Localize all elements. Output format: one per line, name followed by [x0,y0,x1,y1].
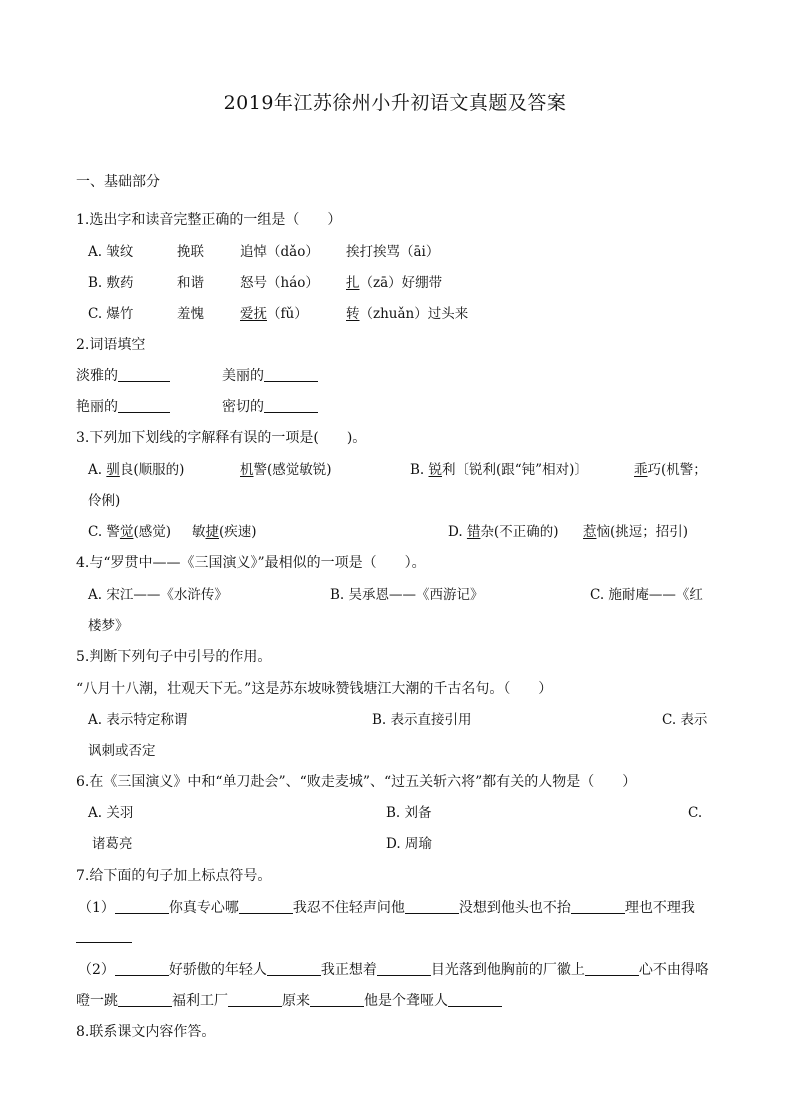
q1-option-b-4-rest: （zā）好绷带 [359,275,443,291]
section-heading: 一、基础部分 [76,174,160,190]
q4-option-b: B. 吴承恩——《西游记》 [330,587,484,603]
q1-option-a-1: A. 皱纹 [88,244,134,260]
q1-option-a-4: 挨打挨骂（āi） [346,244,440,260]
question-8-stem: 8.联系课文内容作答。 [76,1024,216,1040]
q5-option-c: C. 表示 [662,712,708,728]
answer-blank[interactable] [118,398,170,413]
option-text: 巧(机警； [647,462,707,478]
q2-item-2-label: 美丽的 [222,368,264,384]
q5-quote: “八月十八潮，壮观天下无。”这是苏东坡咏赞钱塘江大潮的千古名句。（ ） [76,681,553,697]
q2-item-3 [76,397,170,417]
q4-option-a: A. 宋江——《水浒传》 [88,587,228,603]
answer-blank[interactable] [239,899,293,914]
sentence-fragment: 福利工厂 [172,993,228,1009]
answer-blank[interactable] [76,942,132,943]
option-text: 警(感觉敏锐) [253,462,332,478]
option-prefix: C. 警 [88,524,120,540]
answer-blank[interactable] [377,961,431,976]
sentence-fragment: 噔一跳 [76,993,118,1009]
underlined-char: 转 [346,306,360,322]
q6-option-c: C. [688,805,703,821]
q5-option-a: A. 表示特定称谓 [88,712,188,728]
option-prefix: D. [448,524,467,540]
option-text: (感觉) [133,524,171,540]
sentence-fragment: 他是个聋哑人 [364,993,448,1009]
question-3-stem: 3.下列加下划线的字解释有误的一项是( )。 [76,430,367,446]
sentence-fragment: 好骄傲的年轻人 [168,962,267,978]
sentence-fragment: 目光落到他胸前的厂徽上 [430,962,585,978]
q1-option-a-2: 挽联 [177,244,204,260]
answer-blank[interactable] [115,899,169,914]
q6-option-d: D. 周瑜 [386,836,432,852]
sentence-fragment: 理也不理我 [624,900,695,916]
sentence-fragment: 原来 [282,993,310,1009]
q1-option-c-1: C. 爆竹 [88,306,134,322]
underlined-char: 机 [240,462,254,478]
question-1-stem: 1.选出字和读音完整正确的一组是（ ） [76,212,342,228]
underlined-char: 错 [466,524,481,540]
q6-option-c-continued: 诸葛亮 [92,836,133,852]
q5-option-c-continued: 讽刺或否定 [88,743,156,759]
q1-option-a-3: 追悼（dǎo） [240,244,319,260]
answer-blank[interactable] [118,992,172,1007]
q2-item-4 [222,397,318,417]
question-6-stem: 6.在《三国演义》中和“单刀赴会”、“败走麦城”、“过五关斩六将”都有关的人物是（ ） [76,774,637,790]
sentence-number: （1） [78,900,115,916]
q3-option-b [410,460,588,480]
option-text: 利〔锐利(跟“钝”相对)〕 [442,462,588,478]
answer-blank[interactable] [585,961,639,976]
underlined-char: 捷 [205,524,219,540]
option-text: 杂(不正确的) [480,524,559,540]
answer-blank[interactable] [228,992,282,1007]
q1-option-c-4 [346,304,468,324]
option-prefix: B. [410,462,429,478]
q3-option-c-2 [192,522,257,542]
option-text: 良(顺服的) [119,462,185,478]
q1-option-c-2: 羞愧 [177,306,204,322]
underlined-char: 惹 [583,524,597,540]
q6-option-a: A. 关羽 [88,805,134,821]
page-title: 2019年江苏徐州小升初语文真题及答案 [223,92,567,114]
question-4-stem: 4.与“罗贯中——《三国演义》”最相似的一项是（ ）。 [76,555,426,571]
q2-item-3-label: 艳丽的 [76,399,118,415]
q3-option-d [448,522,558,542]
q4-option-c-continued: 楼梦》 [88,618,129,634]
q1-option-b-2: 和谐 [177,275,204,291]
q3-option-c [88,522,171,542]
sentence-fragment: 我正想着 [320,962,377,978]
question-7-stem: 7.给下面的句子加上标点符号。 [76,868,272,884]
sentence-number: （2） [78,962,115,978]
underlined-char: 锐 [428,462,443,478]
q2-item-4-label: 密切的 [222,399,264,415]
option-text: 恼(挑逗；招引) [596,524,689,540]
answer-blank[interactable] [405,899,459,914]
answer-blank[interactable] [115,961,169,976]
underlined-char: 驯 [106,462,120,478]
answer-blank[interactable] [118,367,170,382]
underlined-char: 扎 [346,275,360,291]
sentence-fragment: 我忍不住轻声问他 [292,900,405,916]
q4-option-c: C. 施耐庵——《红 [590,587,703,603]
option-text: 敏 [192,524,206,540]
q7-sentence-1 [78,898,695,918]
q6-option-b: B. 刘备 [386,805,432,821]
answer-blank[interactable] [264,367,318,382]
sentence-fragment: 没想到他头也不抬 [458,900,571,916]
q1-option-c-4-rest: （zhuǎn）过头来 [359,306,469,322]
q3-option-a [88,460,184,480]
q2-item-1-label: 淡雅的 [76,368,118,384]
underlined-char: 乖 [634,462,648,478]
q1-option-c-3-pinyin: （fǔ） [267,306,308,322]
option-text: (疾速) [219,524,257,540]
answer-blank[interactable] [264,398,318,413]
answer-blank[interactable] [448,992,502,1007]
underlined-char: 觉 [119,524,134,540]
question-2-stem: 2.词语填空 [76,337,146,353]
q7-sentence-2 [78,960,709,980]
q1-option-b-1: B. 敷药 [88,275,134,291]
q1-option-b-3: 怒号（háo） [240,275,319,291]
q1-option-b-4 [346,273,442,293]
question-5-stem: 5.判断下列句子中引号的作用。 [76,649,272,665]
answer-blank[interactable] [571,899,625,914]
q1-option-c-3 [240,304,308,324]
q3-option-a-2 [240,460,332,480]
answer-blank[interactable] [310,992,364,1007]
q2-item-2 [222,366,318,386]
option-prefix: A. [88,462,107,478]
sentence-fragment: 心不由得咯 [638,962,709,978]
q2-item-1 [76,366,170,386]
q3-option-b-2 [634,460,707,480]
sentence-fragment: 你真专心哪 [168,900,239,916]
q3-option-d-2 [583,522,688,542]
q3-option-b-continued: 伶俐) [88,493,121,509]
q5-option-b: B. 表示直接引用 [372,712,472,728]
underlined-word: 爱抚 [240,306,267,322]
q7-sentence-2-continued [76,991,502,1011]
answer-blank[interactable] [267,961,321,976]
